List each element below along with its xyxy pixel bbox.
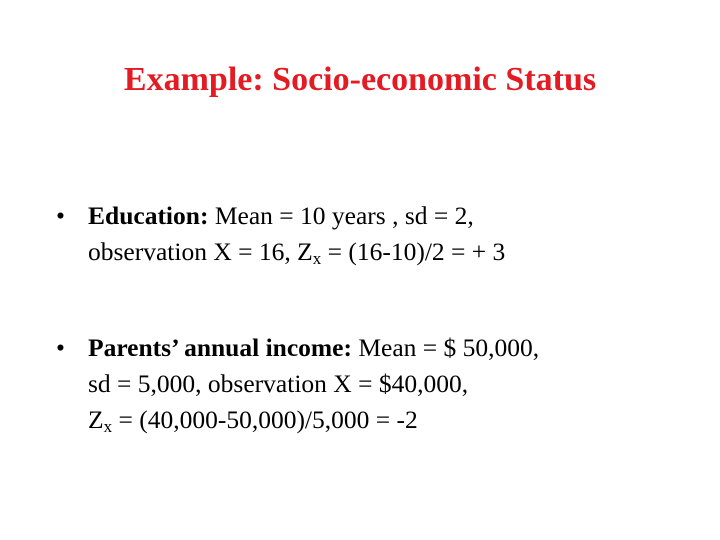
bullet-text (88, 198, 696, 270)
bullet-dot: • (56, 333, 65, 362)
bullet-line (88, 330, 696, 366)
formula-subscript: x (312, 249, 322, 268)
bullet-label: Education: (88, 201, 209, 230)
bullet-line-text: Mean = 10 years , sd = 2, (208, 201, 474, 230)
bullet-line-text: sd = 5,000, observation X = $40,000, (88, 369, 469, 398)
bullet-education (56, 198, 696, 270)
bullet-line (88, 402, 696, 438)
formula-post: = (40,000-50,000)/5,000 = -2 (112, 405, 418, 434)
formula-subscript: x (103, 417, 113, 436)
bullet-parents-income (56, 330, 696, 438)
bullet-label: Parents’ annual income: (88, 333, 352, 362)
bullet-line-text: Mean = $ 50,000, (351, 333, 540, 362)
bullet-dot: • (56, 201, 65, 230)
bullet-line (88, 234, 696, 270)
bullet-text (88, 330, 696, 438)
formula-pre: observation X = 16, Z (88, 237, 313, 266)
slide-title: Example: Socio-economic Status (123, 61, 597, 98)
formula-post: = (16-10)/2 = + 3 (321, 237, 506, 266)
bullet-line (88, 198, 696, 234)
formula-pre: Z (88, 405, 104, 434)
bullet-line (88, 366, 696, 402)
